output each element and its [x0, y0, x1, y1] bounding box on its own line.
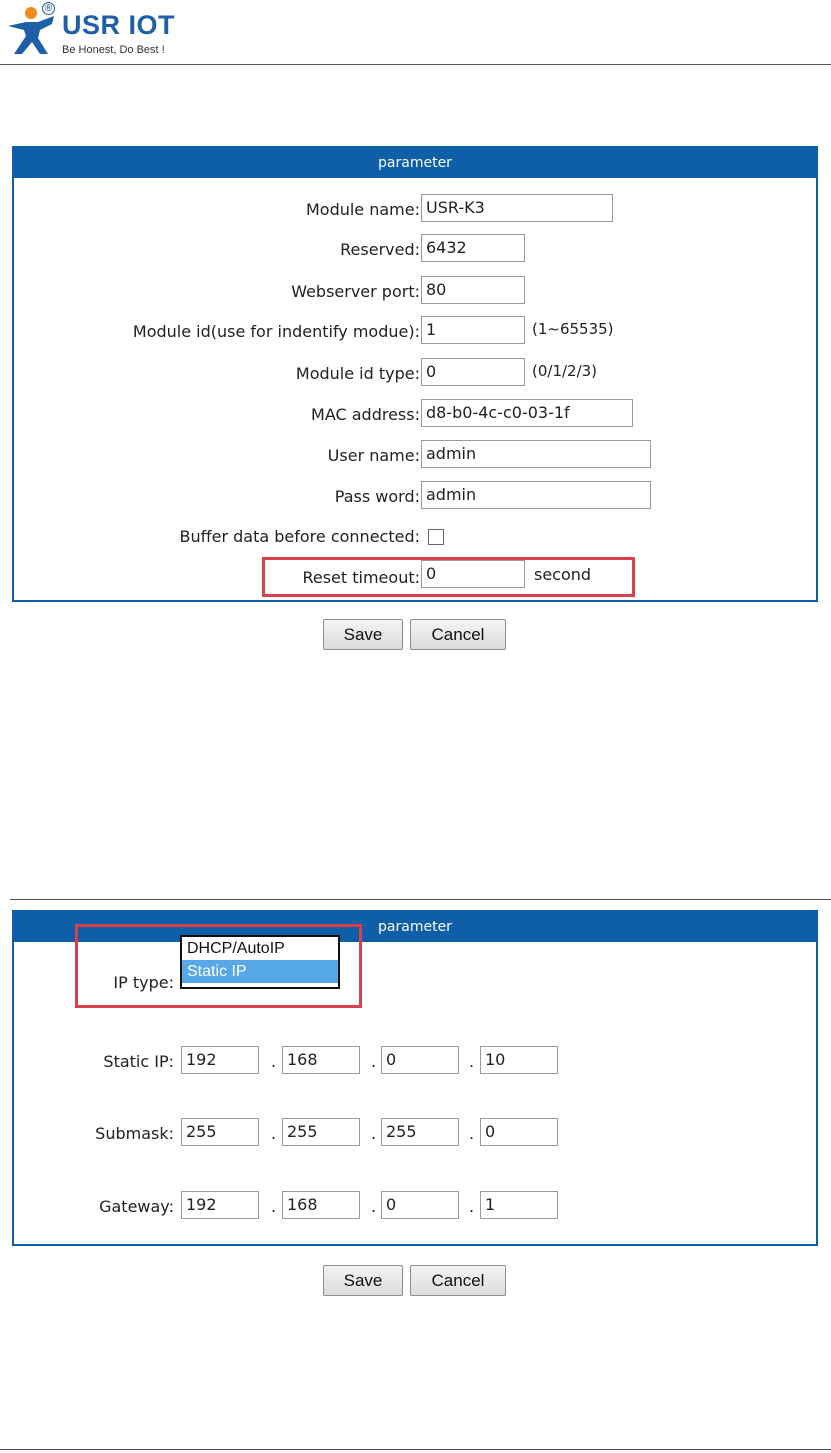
ip-dot: . [371, 1197, 377, 1216]
ip-dot: . [271, 1197, 277, 1216]
reset-timeout-unit: second [534, 565, 592, 584]
gateway-octet-4[interactable]: 1 [480, 1191, 558, 1219]
module-id-type-hint: (0/1/2/3) [532, 362, 598, 380]
buffer-data-label: Buffer data before connected: [179, 527, 420, 546]
ip-dot: . [469, 1124, 475, 1143]
ip-type-option-dhcp[interactable]: DHCP/AutoIP [187, 940, 285, 957]
static-ip-octet-1[interactable]: 192 [181, 1046, 259, 1074]
ip-dot: . [469, 1052, 475, 1071]
ip-dot: . [469, 1197, 475, 1216]
static-ip-octet-3[interactable]: 0 [381, 1046, 459, 1074]
save-button[interactable]: Save [323, 619, 403, 650]
module-id-type-label: Module id type: [295, 364, 420, 383]
module-id-label: Module id(use for indentify modue): [132, 322, 420, 341]
module-id-input[interactable]: 1 [421, 316, 525, 344]
module-id-range-hint: (1~65535) [532, 320, 614, 338]
ip-dot: . [371, 1124, 377, 1143]
brand-tagline: Be Honest, Do Best ! [62, 44, 165, 56]
gateway-octet-2[interactable]: 168 [282, 1191, 360, 1219]
static-ip-octet-4[interactable]: 10 [480, 1046, 558, 1074]
brand-logo [4, 4, 194, 62]
gateway-label: Gateway: [99, 1197, 174, 1216]
submask-label: Submask: [95, 1124, 174, 1143]
panel-title: parameter [14, 912, 816, 942]
registered-mark: ® [43, 3, 54, 14]
webserver-port-input[interactable]: 80 [421, 276, 525, 304]
save-button[interactable]: Save [323, 1265, 403, 1296]
submask-octet-4[interactable]: 0 [480, 1118, 558, 1146]
buffer-data-checkbox[interactable] [428, 529, 444, 545]
static-ip-octet-2[interactable]: 168 [282, 1046, 360, 1074]
cancel-button[interactable]: Cancel [410, 1265, 506, 1296]
submask-octet-3[interactable]: 255 [381, 1118, 459, 1146]
user-name-label: User name: [327, 446, 420, 465]
reset-timeout-label: Reset timeout: [302, 568, 420, 587]
panel-title: parameter [14, 148, 816, 178]
reserved-input[interactable]: 6432 [421, 234, 525, 262]
ip-dot: . [271, 1124, 277, 1143]
gateway-octet-1[interactable]: 192 [181, 1191, 259, 1219]
header-divider [0, 64, 831, 65]
module-id-type-input[interactable]: 0 [421, 358, 525, 386]
cancel-button[interactable]: Cancel [410, 619, 506, 650]
reserved-label: Reserved: [340, 240, 420, 259]
ip-parameter-panel [12, 910, 818, 1246]
gateway-octet-3[interactable]: 0 [381, 1191, 459, 1219]
module-name-label: Module name: [305, 200, 420, 219]
reset-timeout-input[interactable]: 0 [421, 560, 525, 588]
submask-octet-2[interactable]: 255 [282, 1118, 360, 1146]
static-ip-label: Static IP: [103, 1052, 174, 1071]
password-label: Pass word: [334, 487, 420, 506]
brand-name: USR IOT [62, 10, 176, 40]
ip-dot: . [271, 1052, 277, 1071]
mac-address-input[interactable]: d8-b0-4c-c0-03-1f [421, 399, 633, 427]
module-parameter-panel [12, 146, 818, 602]
ip-type-select[interactable] [180, 935, 340, 989]
mac-address-label: MAC address: [311, 405, 420, 424]
section-divider [10, 899, 831, 900]
webserver-port-label: Webserver port: [291, 282, 420, 301]
ip-type-option-static[interactable]: Static IP [182, 960, 338, 983]
footer-divider [0, 1449, 831, 1450]
ip-dot: . [371, 1052, 377, 1071]
module-name-input[interactable]: USR-K3 [421, 194, 613, 222]
password-input[interactable]: admin [421, 481, 651, 509]
user-name-input[interactable]: admin [421, 440, 651, 468]
submask-octet-1[interactable]: 255 [181, 1118, 259, 1146]
ip-type-label: IP type: [113, 973, 174, 992]
